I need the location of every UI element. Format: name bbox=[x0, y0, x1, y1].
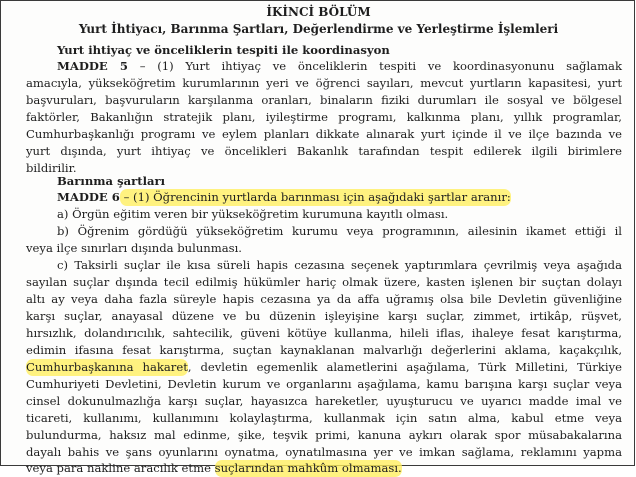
madde-5-line: amacıyla, yükseköğretim kurumlarının yeri ve öğrenci sayıları, mevcut yurtların kapasitesi, yurt bbox=[26, 76, 622, 90]
section-heading-yurt-ihtiyac: Yurt ihtiyaç ve önceliklerin tespiti ile koordinasyon bbox=[57, 43, 390, 57]
item-c-line: bulundurma, haksız mal edinme, şike, teşvik primi, kanuna aykırı olarak spor müsabakalarına bbox=[26, 428, 622, 442]
madde-5-line: faktörler, Bakanlığın stratejik planı, iyileştirme programı, kalkınma planı, yıllık programlar, bbox=[26, 110, 622, 124]
section-heading-barinma: Barınma şartları bbox=[57, 174, 166, 188]
madde-6-label: MADDE 6 bbox=[57, 190, 120, 204]
madde-5-first-line bbox=[57, 58, 622, 74]
madde-6-first-line bbox=[57, 189, 622, 205]
item-c-text: veya para nakline aracılık etme bbox=[26, 461, 215, 475]
item-c-line: cinsel dokunulmazlığa karşı suçlar, hayasızca hareketler, uyuşturucu ve uyarıcı madde imal ve bbox=[26, 394, 622, 408]
item-c-line: c) Taksirli suçlar ile kısa süreli hapis cezasına seçenek yaptırımlara çevrilmiş veya aşağıda bbox=[57, 258, 622, 272]
item-c-line: Cumhuriyeti Devletini, Devletin kurum ve organlarını aşağılama, kamu barışına karşı suçlar veya bbox=[26, 377, 622, 391]
item-c-line: edimin ifasına fesat karıştırma, suçtan kaynaklanan malvarlığı değerlerini aklama, kaçakçılık, bbox=[26, 343, 622, 357]
item-c-text: , devletin egemenlik alametlerini aşağılama, Türk Milletini, Türkiye bbox=[187, 360, 622, 374]
part-title: İKİNCİ BÖLÜM bbox=[266, 5, 371, 19]
item-c-line: sayılan suçlar dışında tecil edilmiş hükümler hariç olmak üzere, kasten işlenen bir suçtan dolayı bbox=[26, 275, 622, 289]
item-c-line: hırsızlık, dolandırıcılık, sahtecilik, güveni kötüye kullanma, hileli iflas, ihaleye fesat karıştırma, bbox=[26, 326, 622, 340]
madde-5-label: MADDE 5 bbox=[57, 59, 128, 73]
madde-5-text: – (1) Yurt ihtiyaç ve önceliklerin tespiti ve koordinasyonunu sağlamak bbox=[127, 59, 622, 73]
madde-5-line: bildirilir. bbox=[26, 161, 77, 175]
item-c-line: dayalı bahis ve şans oyunlarını oynatma, oynatılmasına yer ve imkan sağlama, reklamını yapma bbox=[26, 445, 622, 459]
item-c-line-highlighted bbox=[26, 359, 622, 375]
item-b-line: veya ilçe sınırları dışında bulunması. bbox=[26, 241, 242, 255]
item-c-line: karşı suçlar, anayasal düzene ve bu düzenin işleyişine karşı suçlar, zimmet, irtikâp, rüşvet, bbox=[26, 309, 622, 323]
item-c-line: altı ay veya daha fazla süreyle hapis cezasına ya da affa uğramış olsa bile Devletin güvenliğine bbox=[26, 292, 622, 306]
item-b-line: b) Öğrenim gördüğü yükseköğretim kurumu veya programının, ailesinin ikamet ettiği il bbox=[57, 224, 622, 238]
item-c-line: ticareti, kullanımı, kullanımını kolaylaştırma, kullanmak için satın alma, kabul etme veya bbox=[26, 411, 622, 425]
part-subtitle: Yurt İhtiyacı, Barınma Şartları, Değerlendirme ve Yerleştirme İşlemleri bbox=[78, 22, 559, 36]
madde-5-line: yurt dışında, yurt ihtiyaç ve öncelikleri Bakanlık tarafından tespit edilerek ilgili birimlere bbox=[26, 144, 622, 158]
highlighted-text: Cumhurbaşkanına hakaret bbox=[26, 360, 188, 374]
item-c-last-line bbox=[26, 460, 622, 476]
madde-5-line: Cumhurbaşkanlığı programı ve eylem planları dikkate alınarak yurt içinde il ve ilçe bazında ve bbox=[26, 127, 622, 141]
item-a: a) Örgün eğitim veren bir yükseköğretim kurumuna kayıtlı olması. bbox=[57, 207, 449, 221]
madde-5-line: başvuruları, başvuruların karşılanma oranları, binaların fiziki durumları ile sosyal ve bölgesel bbox=[26, 93, 622, 107]
highlighted-text: – (1) Öğrencinin yurtlarda barınması için aşağıdaki şartlar aranır: bbox=[119, 190, 511, 204]
highlighted-text: suçlarından mahkûm olmaması. bbox=[214, 461, 402, 475]
